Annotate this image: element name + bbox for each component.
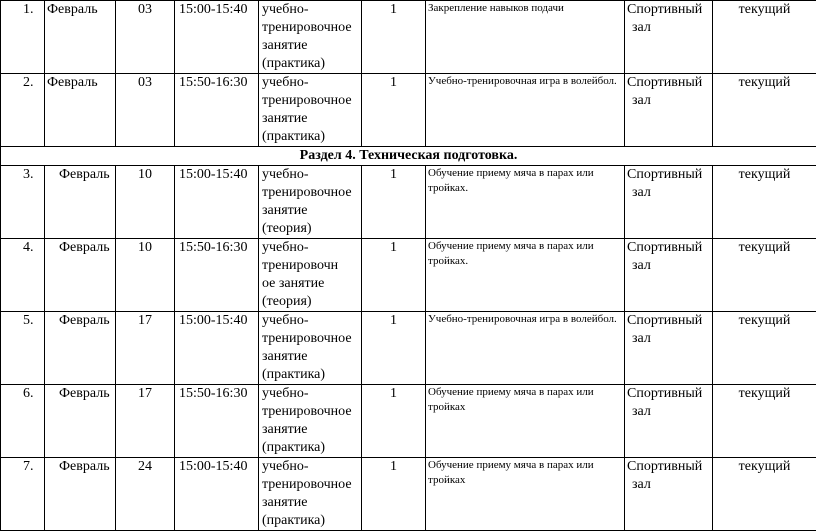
row-place	[625, 312, 713, 385]
row-time: 15:50-16:30	[175, 239, 259, 312]
row-place-line2: зал	[627, 403, 712, 421]
row-week: 03	[116, 1, 175, 74]
row-week: 10	[116, 239, 175, 312]
row-number: 7.	[1, 458, 45, 531]
row-topic: Закрепление навыков подачи	[426, 1, 625, 74]
row-lesson-type	[259, 385, 362, 458]
section-row	[1, 147, 816, 166]
schedule-body	[1, 1, 816, 531]
row-place-line2: зал	[627, 476, 712, 494]
row-time: 15:00-15:40	[175, 166, 259, 239]
table-row	[1, 458, 816, 531]
row-week: 10	[116, 166, 175, 239]
row-place-line1: Спортивный	[627, 386, 702, 401]
row-week: 03	[116, 74, 175, 147]
row-month: Февраль	[45, 312, 116, 385]
row-place-line2: зал	[627, 19, 712, 37]
row-lesson-type-text: учебно- тренировочное занятие (практика)	[262, 2, 352, 71]
row-week: 24	[116, 458, 175, 531]
row-place	[625, 458, 713, 531]
row-control: текущий	[713, 74, 816, 147]
row-hours: 1	[362, 385, 426, 458]
row-topic: Обучение приему мяча в парах или тройках	[426, 458, 625, 531]
row-place-line1: Спортивный	[627, 2, 702, 17]
row-hours: 1	[362, 458, 426, 531]
row-lesson-type-text: учебно- тренировочное занятие (теория)	[262, 167, 352, 236]
row-place-line1: Спортивный	[627, 167, 702, 182]
row-number: 2.	[1, 74, 45, 147]
table-row	[1, 166, 816, 239]
table-row	[1, 385, 816, 458]
row-place-line2: зал	[627, 257, 712, 275]
row-control: текущий	[713, 458, 816, 531]
row-hours: 1	[362, 166, 426, 239]
section-title: Раздел 4. Техническая подготовка.	[1, 147, 816, 166]
row-week: 17	[116, 385, 175, 458]
row-topic: Обучение приему мяча в парах или тройках.	[426, 166, 625, 239]
row-place	[625, 1, 713, 74]
row-number: 6.	[1, 385, 45, 458]
row-number: 1.	[1, 1, 45, 74]
row-month: Февраль	[45, 74, 116, 147]
row-time: 15:00-15:40	[175, 312, 259, 385]
row-place-line2: зал	[627, 92, 712, 110]
row-place-line2: зал	[627, 330, 712, 348]
row-place	[625, 239, 713, 312]
row-control: текущий	[713, 1, 816, 74]
table-row	[1, 312, 816, 385]
row-place-line1: Спортивный	[627, 75, 702, 90]
row-lesson-type	[259, 239, 362, 312]
row-number: 4.	[1, 239, 45, 312]
row-control: текущий	[713, 312, 816, 385]
row-month: Февраль	[45, 239, 116, 312]
row-place	[625, 74, 713, 147]
row-lesson-type	[259, 166, 362, 239]
row-hours: 1	[362, 312, 426, 385]
table-row	[1, 1, 816, 74]
row-lesson-type	[259, 1, 362, 74]
row-hours: 1	[362, 1, 426, 74]
row-place-line1: Спортивный	[627, 459, 702, 474]
row-place-line1: Спортивный	[627, 313, 702, 328]
table-row	[1, 239, 816, 312]
row-topic: Обучение приему мяча в парах или тройках	[426, 385, 625, 458]
row-week: 17	[116, 312, 175, 385]
row-lesson-type-text: учебно- тренировочное занятие (практика)	[262, 386, 352, 455]
row-lesson-type-text: учебно- тренировочное занятие (практика)	[262, 313, 352, 382]
row-control: текущий	[713, 385, 816, 458]
row-topic: Учебно-тренировочная игра в волейбол.	[426, 74, 625, 147]
row-lesson-type-text: учебно- тренировочное занятие (практика)	[262, 459, 352, 528]
row-control: текущий	[713, 166, 816, 239]
row-month: Февраль	[45, 458, 116, 531]
row-place-line1: Спортивный	[627, 240, 702, 255]
row-topic: Учебно-тренировочная игра в волейбол.	[426, 312, 625, 385]
row-place	[625, 385, 713, 458]
row-lesson-type-text: учебно- тренировочное занятие (практика)	[262, 75, 352, 144]
row-topic: Обучение приему мяча в парах или тройках.	[426, 239, 625, 312]
row-hours: 1	[362, 74, 426, 147]
row-time: 15:00-15:40	[175, 1, 259, 74]
row-time: 15:00-15:40	[175, 458, 259, 531]
row-month: Февраль	[45, 166, 116, 239]
row-lesson-type	[259, 312, 362, 385]
row-hours: 1	[362, 239, 426, 312]
row-number: 3.	[1, 166, 45, 239]
row-time: 15:50-16:30	[175, 74, 259, 147]
row-time: 15:50-16:30	[175, 385, 259, 458]
row-lesson-type	[259, 458, 362, 531]
table-row	[1, 74, 816, 147]
row-control: текущий	[713, 239, 816, 312]
row-lesson-type	[259, 74, 362, 147]
row-number: 5.	[1, 312, 45, 385]
row-month: Февраль	[45, 385, 116, 458]
row-place	[625, 166, 713, 239]
row-place-line2: зал	[627, 184, 712, 202]
row-month: Февраль	[45, 1, 116, 74]
row-lesson-type-text: учебно- тренировочн ое занятие (теория)	[262, 240, 338, 309]
